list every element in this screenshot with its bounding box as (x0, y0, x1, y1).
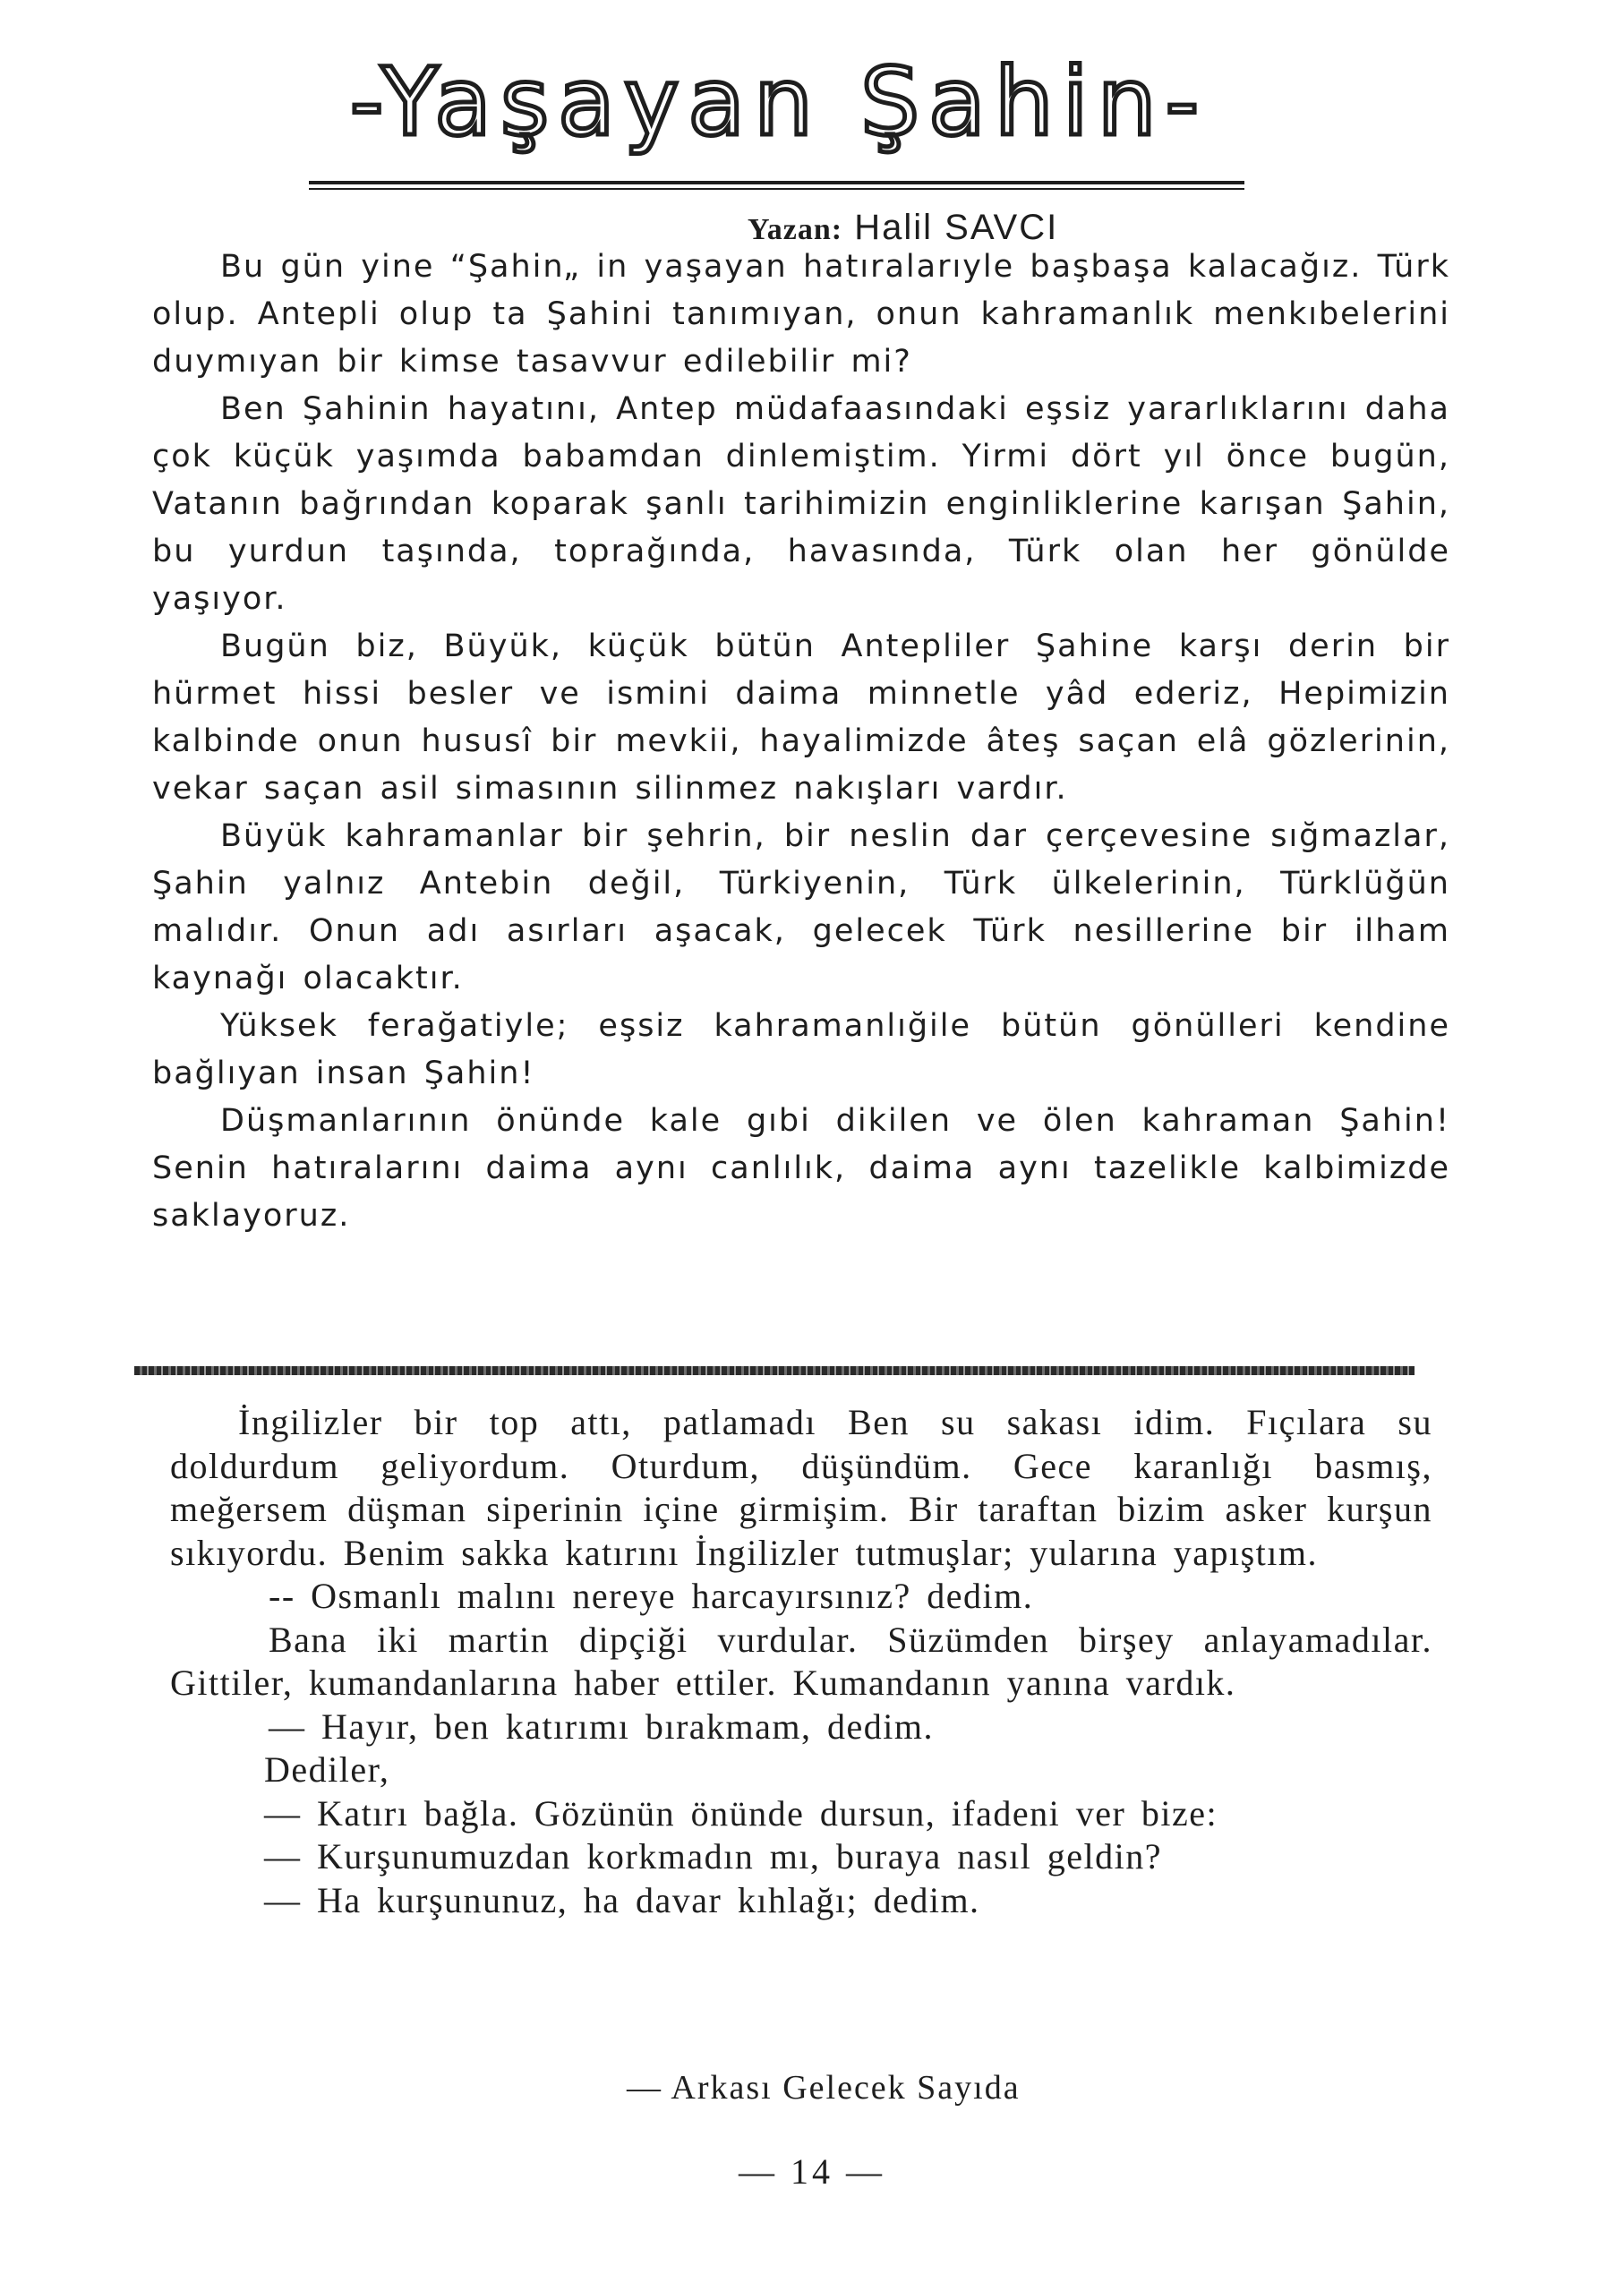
article-paragraph: Yüksek ferağatiyle; eşsiz kahramanlığile bütün gönülleri kendine bağlıyan insan Şahin! (152, 1008, 1450, 1091)
article-paragraph: Düşmanlarının önünde kale gıbi dikilen ve ölen kahraman Şahin! Senin hatıralarını daima aynı canlılık, daima aynı tazelikle kalbimizde saklayoruz. (152, 1103, 1450, 1234)
title-underline-thin (309, 188, 1244, 190)
article-paragraph: Bugün biz, Büyük, küçük bütün Antepliler Şahine karşı derin bir hürmet hissi besler ve ismini daima minnetle yâd ederiz, Hepimizin kalbinde onun hususî bir mevkii, hayalimizde âteş saçan elâ gözlerinin, vekar saçan asil simasının silinmez nakışları vardır. (152, 628, 1450, 807)
article-paragraph: Ben Şahinin hayatını, Antep müdafaasındaki eşsiz yararlıklarını daha çok küçük yaşımda babamdan dinlemiştim. Yirmi dört yıl önce bugün, Vatanın bağrından koparak şanlı tarihimizin enginliklerine karışan Şahin, bu yurdun taşında, toprağında, havasında, Türk olan her gönülde yaşıyor. (152, 391, 1450, 617)
story-dialog-line: Dediler, (264, 1749, 390, 1790)
story-paragraph: İngilizler bir top attı, patlamadı Ben su sakası idim. Fıçılara su doldurdum geliyordum. Oturdum, düşündüm. Gece karanlığı basmış, meğersem düşman siperinin içine girmişim. Bir taraftan bizim asker kurşun sıkıyordu. Benim sakka katırını İngilizler tutmuşlar; yularına yapıştım. (170, 1402, 1432, 1573)
article-body (152, 244, 1450, 1240)
story-dialog-line: — Hayır, ben katırımı bırakmam, dedim. (269, 1706, 935, 1747)
story-dialog-line: — Ha kurşununuz, ha davar kıhlağı; dedim. (264, 1879, 980, 1920)
byline-prefix: Yazan: (748, 213, 843, 246)
page-number: — 14 — (739, 2151, 885, 2192)
byline (748, 208, 1177, 248)
story-dialog-line: — Kurşunumuzdan korkmadın mı, buraya nasıl geldin? (264, 1836, 1163, 1876)
article-title: -Yaşayan Şahin- (349, 47, 1209, 157)
story-dialog-line: — Katırı bağla. Gözünün önünde dursun, ifadeni ver bize: (264, 1792, 1218, 1834)
story-paragraph: Bana iki martin dipçiği vurdular. Süzümden birşey anlayamadılar. Gittiler, kumandanlarına haber ettiler. Kumandanın yanına vardık. (170, 1619, 1432, 1703)
article-paragraph: Bu gün yine “Şahin„ in yaşayan hatıralarıyle başbaşa kalacağız. Türk olup. Antepli olup ta Şahini tanımıyan, onun kahramanlık menkıbelerini duymıyan bir kimse tasavvur edilebilir mi? (152, 249, 1450, 380)
title-underline (309, 181, 1244, 184)
story-body (170, 1401, 1432, 1922)
byline-author: Halil SAVCI (854, 208, 1059, 247)
continuation-note: — Arkası Gelecek Sayıda (627, 2069, 1021, 2107)
story-dialog-line: -- Osmanlı malını nereye harcayırsınız? dedim. (269, 1576, 1034, 1616)
article-paragraph: Büyük kahramanlar bir şehrin, bir neslin dar çerçevesine sığmazlar, Şahin yalnız Antebin değil, Türkiyenin, Türk ülkelerinin, Türklüğün malıdır. Onun adı asırları aşacak, gelecek Türk nesillerine bir ilham kaynağı olacaktır. (152, 818, 1450, 996)
section-divider (134, 1366, 1415, 1375)
